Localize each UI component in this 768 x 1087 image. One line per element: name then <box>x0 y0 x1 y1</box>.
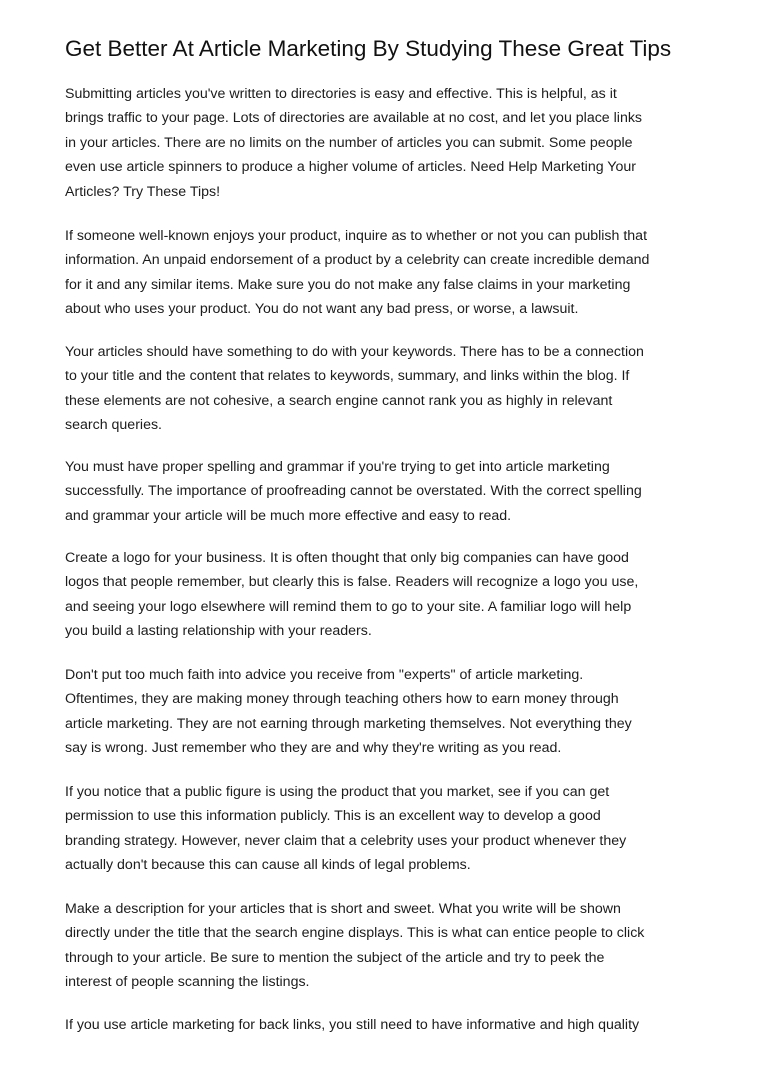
text-line: article marketing. They are not earning through marketing themselves. Not everything they <box>65 715 632 732</box>
text-line: If you use article marketing for back links, you still need to have informative and high quality <box>65 1017 640 1033</box>
paragraph-description <box>65 897 725 995</box>
paragraph-logo <box>65 546 725 644</box>
text-line: information. An unpaid endorsement of a product by a celebrity can create incredible demand <box>65 252 650 269</box>
paragraph-celebrity-endorsement <box>65 224 725 322</box>
text-line: these elements are not cohesive, a search engine cannot rank you as highly in relevant <box>65 392 613 409</box>
text-line: branding strategy. However, never claim that a celebrity uses your product whenever they <box>65 832 627 849</box>
text-line: directly under the title that the search engine displays. This is what can entice people to click <box>65 925 645 942</box>
text-line: Oftentimes, they are making money through teaching others how to earn money through <box>65 691 619 708</box>
text-line: If you notice that a public figure is using the product that you market, see if you can get <box>65 784 610 800</box>
text-line: Don't put too much faith into advice you receive from "experts" of article marketing. <box>65 667 584 683</box>
paragraph-public-figure <box>65 780 725 878</box>
text-line: Your articles should have something to do with your keywords. There has to be a connection <box>65 344 644 360</box>
text-line: to your title and the content that relates to keywords, summary, and links within the blog. If <box>65 368 630 385</box>
text-line: say is wrong. Just remember who they are and why they're writing as you read. <box>65 740 562 757</box>
page-title: Get Better At Article Marketing By Studying These Great Tips <box>65 36 672 61</box>
text-line: in your articles. There are no limits on the number of articles you can submit. Some people <box>65 134 633 151</box>
text-line: and grammar your article will be much more effective and easy to read. <box>65 507 512 524</box>
text-line: even use article spinners to produce a higher volume of articles. Need Help Marketing Your <box>65 159 636 176</box>
text-line: If someone well-known enjoys your product, inquire as to whether or not you can publish that <box>65 228 648 244</box>
text-line: You must have proper spelling and grammar if you're trying to get into article marketing <box>65 459 610 475</box>
text-line: search queries. <box>65 417 162 434</box>
text-line: successfully. The importance of proofreading cannot be overstated. With the correct spelling <box>65 483 642 500</box>
text-line: logos that people remember, but clearly this is false. Readers will recognize a logo you use, <box>65 574 639 591</box>
text-line: you build a lasting relationship with your readers. <box>65 623 372 640</box>
text-line: Make a description for your articles that is short and sweet. What you write will be shown <box>65 901 621 917</box>
paragraph-back-links <box>65 1013 725 1037</box>
text-line: interest of people scanning the listings. <box>65 974 310 991</box>
text-line: and seeing your logo elsewhere will remind them to go to your site. A familiar logo will help <box>65 598 632 615</box>
text-line: Create a logo for your business. It is often thought that only big companies can have good <box>65 550 629 566</box>
paragraph-keywords <box>65 340 725 438</box>
text-line: Submitting articles you've written to directories is easy and effective. This is helpful, as it <box>65 86 617 102</box>
text-line: brings traffic to your page. Lots of directories are available at no cost, and let you place links <box>65 110 643 127</box>
text-line: through to your article. Be sure to mention the subject of the article and try to peek the <box>65 949 605 966</box>
text-line: actually don't because this can cause all kinds of legal problems. <box>65 857 471 874</box>
text-line: about who uses your product. You do not want any bad press, or worse, a lawsuit. <box>65 301 579 318</box>
text-line: for it and any similar items. Make sure you do not make any false claims in your marketing <box>65 276 631 293</box>
text-line: permission to use this information publicly. This is an excellent way to develop a good <box>65 808 601 825</box>
paragraph-directories <box>65 82 725 204</box>
paragraph-experts <box>65 663 725 761</box>
text-line: Articles? Try These Tips! <box>65 183 221 200</box>
paragraph-spelling-grammar <box>65 455 725 528</box>
